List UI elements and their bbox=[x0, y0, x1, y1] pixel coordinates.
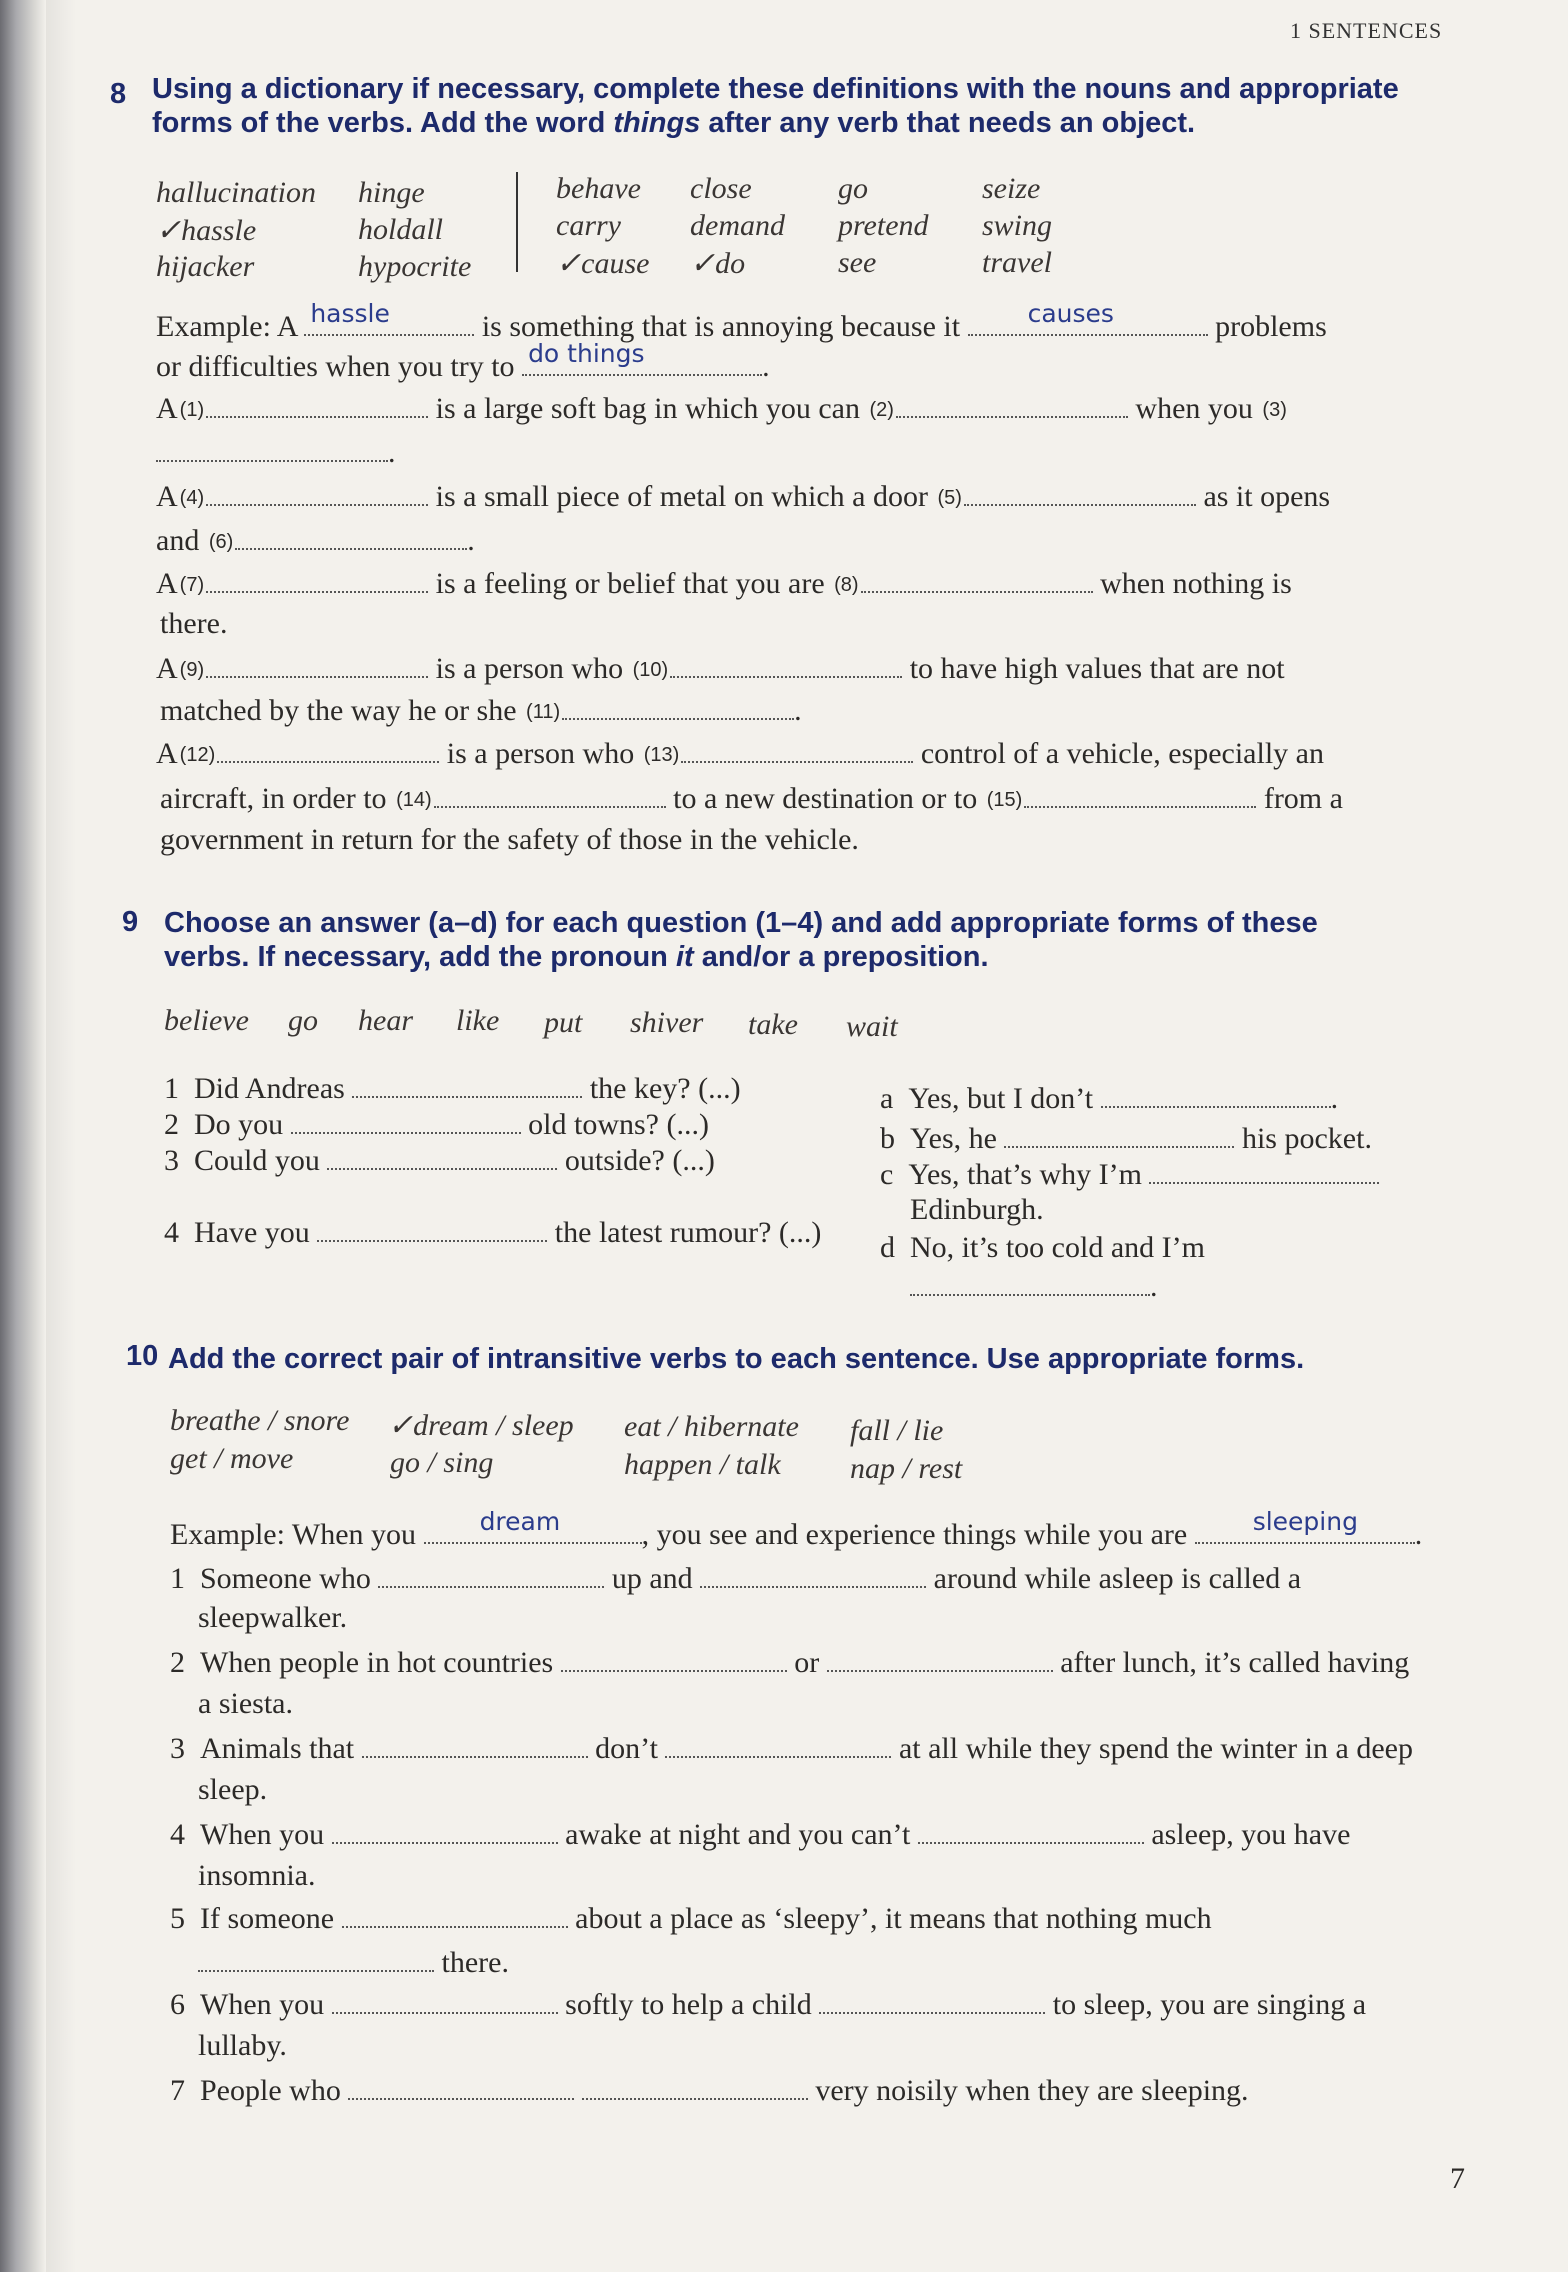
verb-pair: get / move bbox=[170, 1442, 294, 1475]
verb-word: carry bbox=[556, 209, 621, 242]
sentence-5: 5 If someone about a place as ‘sleepy’, it means that nothing much bbox=[170, 1902, 1212, 1935]
verb-word: travel bbox=[982, 246, 1052, 279]
verb-word: pretend bbox=[838, 209, 929, 242]
binding-shadow bbox=[46, 0, 76, 2272]
exercise-10-number: 10 bbox=[126, 1340, 159, 1372]
exercise-8-instruction: Using a dictionary if necessary, complete these definitions with the nouns and appropriate forms of the verbs. Add the word things after any verb that needs an object. bbox=[152, 73, 1399, 139]
exercise-8-number: 8 bbox=[110, 78, 127, 110]
verb-word: seize bbox=[982, 172, 1041, 205]
verb-word: take bbox=[748, 1008, 798, 1041]
answer-blank[interactable] bbox=[1195, 1507, 1415, 1544]
definition-line: and (6) . bbox=[156, 524, 475, 557]
verb-word: ✓cause bbox=[556, 247, 650, 280]
answer-c-line2: Edinburgh. bbox=[910, 1193, 1044, 1226]
verb-word: behave bbox=[556, 172, 641, 205]
handwritten-answer: do things bbox=[528, 339, 645, 368]
answer-blank[interactable] bbox=[327, 1142, 557, 1170]
answer-blank[interactable] bbox=[582, 2072, 808, 2100]
answer-d: d No, it’s too cold and I’m bbox=[880, 1231, 1205, 1264]
verb-word: go bbox=[288, 1004, 318, 1037]
answer-blank[interactable] bbox=[206, 390, 428, 418]
answer-c: c Yes, that’s why I’m bbox=[880, 1156, 1379, 1193]
definition-line: A (9) is a person who (10) to have high values that are not bbox=[156, 652, 1285, 685]
answer-blank[interactable] bbox=[665, 1730, 891, 1758]
answer-blank[interactable] bbox=[896, 390, 1128, 418]
match-letter-blank[interactable]: (...) bbox=[698, 1072, 741, 1105]
page-edge-shadow bbox=[0, 0, 46, 2272]
verb-word: see bbox=[838, 246, 877, 279]
answer-blank[interactable] bbox=[206, 565, 428, 593]
verb-word: believe bbox=[164, 1004, 249, 1037]
definition-line: A (1) is a large soft bag in which you can (2) when you (3) bbox=[156, 392, 1287, 425]
answer-blank[interactable] bbox=[342, 1900, 568, 1928]
answer-blank[interactable] bbox=[910, 1268, 1150, 1296]
exercise-8-example: Example: A hassle is something that is annoying because it causes problems bbox=[156, 308, 1327, 345]
noun-word: holdall bbox=[358, 213, 444, 246]
definition-line: matched by the way he or she (11) . bbox=[160, 694, 802, 727]
verb-word: shiver bbox=[630, 1006, 704, 1039]
answer-blank[interactable] bbox=[1149, 1156, 1379, 1184]
verb-pair: eat / hibernate bbox=[624, 1410, 799, 1443]
definition-line: there. bbox=[160, 607, 228, 640]
answer-blank[interactable] bbox=[670, 650, 902, 678]
handwritten-answer: sleeping bbox=[1252, 1507, 1358, 1536]
answer-blank[interactable] bbox=[332, 1986, 558, 2014]
answer-a: a Yes, but I don’t . bbox=[880, 1082, 1339, 1115]
answer-blank[interactable] bbox=[968, 299, 1208, 336]
match-letter-blank[interactable]: (...) bbox=[672, 1144, 715, 1177]
verb-word: demand bbox=[690, 209, 785, 242]
noun-word: hijacker bbox=[156, 250, 255, 283]
answer-blank[interactable] bbox=[362, 1730, 588, 1758]
answer-b: b Yes, he his pocket. bbox=[880, 1122, 1372, 1155]
verb-pair: go / sing bbox=[390, 1446, 494, 1479]
sentence-7: 7 People who very noisily when they are sleeping. bbox=[170, 2074, 1249, 2107]
section-header: 1 SENTENCES bbox=[1290, 18, 1443, 43]
answer-blank[interactable] bbox=[352, 1070, 582, 1098]
verb-word: hear bbox=[358, 1004, 413, 1037]
sentence-5-line2: there. bbox=[198, 1944, 509, 1981]
sentence-2-line2: a siesta. bbox=[198, 1687, 293, 1720]
sentence-1-line2: sleepwalker. bbox=[198, 1601, 348, 1634]
verb-word: swing bbox=[982, 209, 1053, 242]
exercise-9-instruction: Choose an answer (a–d) for each question (1–4) and add appropriate forms of these verbs. If necessary, add the pronoun it and/or a preposition. bbox=[164, 907, 1318, 973]
answer-blank[interactable] bbox=[561, 1644, 787, 1672]
noun-word: hinge bbox=[358, 176, 425, 209]
exercise-10-example: Example: When you dream , you see and experience things while you are sleeping . bbox=[170, 1516, 1422, 1553]
sentence-2: 2 When people in hot countries or after lunch, it’s called having bbox=[170, 1646, 1410, 1679]
definition-line: government in return for the safety of those in the vehicle. bbox=[160, 823, 859, 856]
answer-blank[interactable] bbox=[378, 1560, 604, 1588]
verb-word: put bbox=[544, 1006, 583, 1039]
answer-blank[interactable] bbox=[317, 1214, 547, 1242]
answer-blank[interactable] bbox=[156, 434, 388, 462]
verb-pair: fall / lie bbox=[850, 1414, 944, 1447]
sentence-6: 6 When you softly to help a child to sleep, you are singing a bbox=[170, 1988, 1367, 2021]
word-box-divider bbox=[516, 172, 518, 272]
handwritten-answer: causes bbox=[1027, 299, 1114, 328]
exercise-8-example-line2: or difficulties when you try to do things . bbox=[156, 348, 770, 385]
answer-blank[interactable] bbox=[235, 522, 467, 550]
verb-pair: breathe / snore bbox=[170, 1404, 350, 1437]
definition-line: . bbox=[156, 434, 396, 471]
exercise-10-instruction: Add the correct pair of intransitive verbs to each sentence. Use appropriate forms. bbox=[168, 1343, 1305, 1375]
answer-blank[interactable] bbox=[522, 339, 762, 376]
verb-word: ✓do bbox=[690, 247, 746, 280]
answer-blank[interactable] bbox=[861, 565, 1093, 593]
answer-blank[interactable] bbox=[562, 692, 794, 720]
answer-blank[interactable] bbox=[1024, 780, 1256, 808]
answer-blank[interactable] bbox=[700, 1560, 926, 1588]
answer-blank[interactable] bbox=[827, 1644, 1053, 1672]
answer-blank[interactable] bbox=[1004, 1120, 1234, 1148]
match-letter-blank[interactable]: (...) bbox=[666, 1108, 709, 1141]
definition-line: A (12) is a person who (13) control of a vehicle, especially an bbox=[156, 737, 1324, 770]
verb-word: wait bbox=[846, 1010, 898, 1043]
definition-line: aircraft, in order to (14) to a new destination or to (15) from a bbox=[160, 782, 1343, 815]
answer-blank[interactable] bbox=[217, 735, 439, 763]
verb-pair: ✓dream / sleep bbox=[388, 1409, 574, 1442]
handwritten-answer: dream bbox=[479, 1507, 561, 1536]
question-4: 4 Have you the latest rumour? (...) bbox=[164, 1216, 822, 1249]
question-3: 3 Could you outside? (...) bbox=[164, 1144, 715, 1177]
sentence-4-line2: insomnia. bbox=[198, 1859, 316, 1892]
sentence-1: 1 Someone who up and around while asleep is called a bbox=[170, 1562, 1302, 1595]
answer-blank[interactable] bbox=[304, 299, 474, 336]
verb-word: close bbox=[690, 172, 752, 205]
exercise-9-number: 9 bbox=[122, 906, 139, 938]
page-number: 7 bbox=[1450, 2162, 1465, 2195]
answer-blank[interactable] bbox=[1101, 1080, 1331, 1108]
match-letter-blank[interactable]: (...) bbox=[778, 1216, 822, 1249]
noun-word: ✓hassle bbox=[156, 214, 257, 247]
verb-pair: happen / talk bbox=[624, 1448, 781, 1481]
answer-d-line2: . bbox=[910, 1268, 1158, 1305]
sentence-3-line2: sleep. bbox=[198, 1773, 268, 1806]
answer-blank[interactable] bbox=[198, 1944, 434, 1972]
answer-blank[interactable] bbox=[918, 1816, 1144, 1844]
noun-word: hallucination bbox=[156, 176, 316, 209]
sentence-6-line2: lullaby. bbox=[198, 2029, 287, 2062]
sentence-3: 3 Animals that don’t at all while they spend the winter in a deep bbox=[170, 1732, 1413, 1765]
answer-blank[interactable] bbox=[206, 650, 428, 678]
question-1: 1 Did Andreas the key? (...) bbox=[164, 1072, 741, 1105]
verb-word: like bbox=[456, 1004, 500, 1037]
answer-blank[interactable] bbox=[964, 478, 1196, 506]
verb-pair: nap / rest bbox=[850, 1452, 963, 1485]
answer-blank[interactable] bbox=[348, 2072, 574, 2100]
noun-word: hypocrite bbox=[358, 250, 472, 283]
answer-blank[interactable] bbox=[424, 1507, 642, 1544]
sentence-4: 4 When you awake at night and you can’t asleep, you have bbox=[170, 1818, 1351, 1851]
answer-blank[interactable] bbox=[434, 780, 666, 808]
definition-line: A (4) is a small piece of metal on which a door (5) as it opens bbox=[156, 480, 1331, 513]
definition-line: A (7) is a feeling or belief that you are (8) when nothing is bbox=[156, 567, 1292, 600]
answer-blank[interactable] bbox=[332, 1816, 558, 1844]
answer-blank[interactable] bbox=[206, 478, 428, 506]
answer-blank[interactable] bbox=[681, 735, 913, 763]
answer-blank[interactable] bbox=[819, 1986, 1045, 2014]
handwritten-answer: hassle bbox=[310, 299, 390, 328]
verb-word: go bbox=[838, 172, 868, 205]
question-2: 2 Do you old towns? (...) bbox=[164, 1108, 709, 1141]
answer-blank[interactable] bbox=[291, 1106, 521, 1134]
